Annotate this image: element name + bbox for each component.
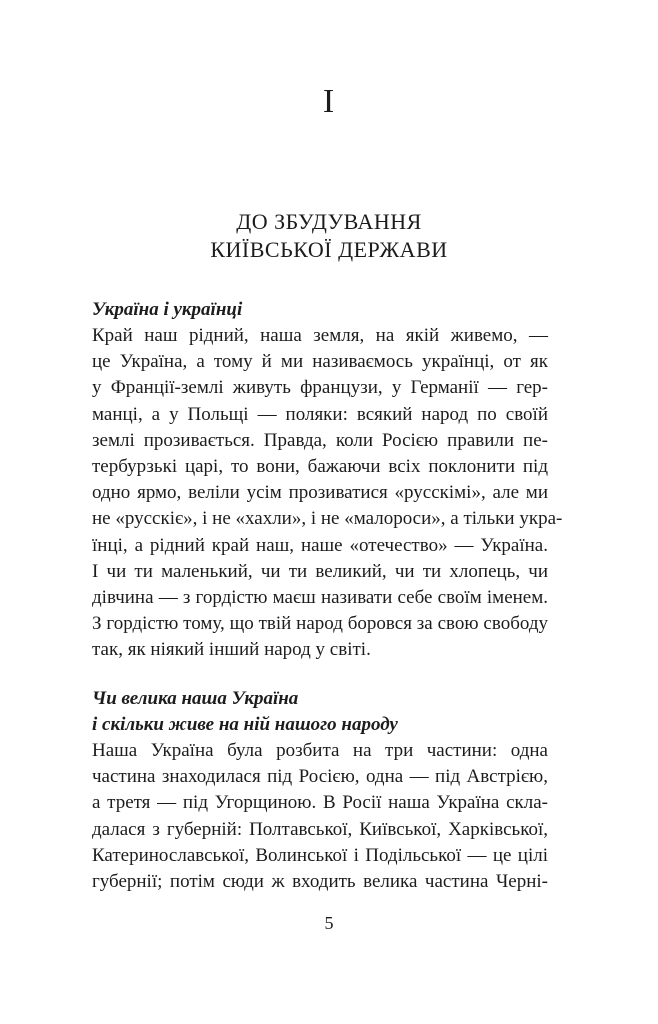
text-line: З гордістю тому, що твій народ боровся за свою свободу [92,613,548,635]
text-line: а третя — під Угорщиною. В Росії наша Україна скла- [92,792,548,814]
chapter-title-line: ДО ЗБУДУВАННЯ [236,209,422,234]
text-line: Катеринославської, Волинської і Подільської — це цілі [92,844,548,866]
text-line: тербурзькі царі, то вони, бажаючи всіх поклонити під [92,456,548,478]
text-line: Наша Україна була розбита на три частини: одна [92,740,548,761]
text-line: губернії; потім сюди ж входить велика частина Черні- [92,871,548,893]
text-line: так, як ніякий інший народ у світі. [92,639,371,661]
text-line: землі прозивається. Правда, коли Росією правили пе- [92,429,548,451]
text-line: Край наш рідний, наша земля, на якій живемо, — [92,325,548,346]
text-line: далася з губерній: Полтавської, Київської, Харківської, [92,818,548,840]
section-paragraph [92,323,563,664]
section-heading-line: і скільки живе на ній нашого народу [92,714,398,735]
section-heading-line: Україна і українці [92,299,243,320]
chapter-number: I [322,83,336,120]
section-heading [92,297,548,323]
chapter-title [0,208,658,264]
chapter-title-line: КИЇВСЬКОЇ ДЕРЖАВИ [210,237,448,262]
text-line: І чи ти маленький, чи ти великий, чи ти хлопець, чи [92,560,548,582]
text-line: дівчина — з гордістю маєш називати себе своїм іменем. [92,587,548,609]
text-line: у Франції-землі живуть французи, у Германії — гер- [92,377,548,399]
text-line: манці, а у Польщі — поляки: всякий народ по своїй [92,403,548,425]
text-line: їнці, а рідний край наш, наше «отечество» — Україна. [92,534,548,556]
text-line: одно ярмо, веліли усім прозиватися «русскімі», але ми [92,482,548,504]
page-number: 5 [324,913,334,933]
section-ukraine-size-and-population [92,686,548,895]
section-ukraine-and-ukrainians [92,297,563,664]
section-heading [92,686,548,738]
section-heading-line: Чи велика наша Україна [92,688,299,709]
text-line: частина знаходилася під Росією, одна — під Австрією, [92,766,548,788]
text-line: не «русскіє», і не «хахли», і не «малороси», а тільки укра- [92,508,563,530]
section-paragraph [92,738,548,895]
text-line: це Україна, а тому й ми називаємось українці, от як [92,351,548,373]
